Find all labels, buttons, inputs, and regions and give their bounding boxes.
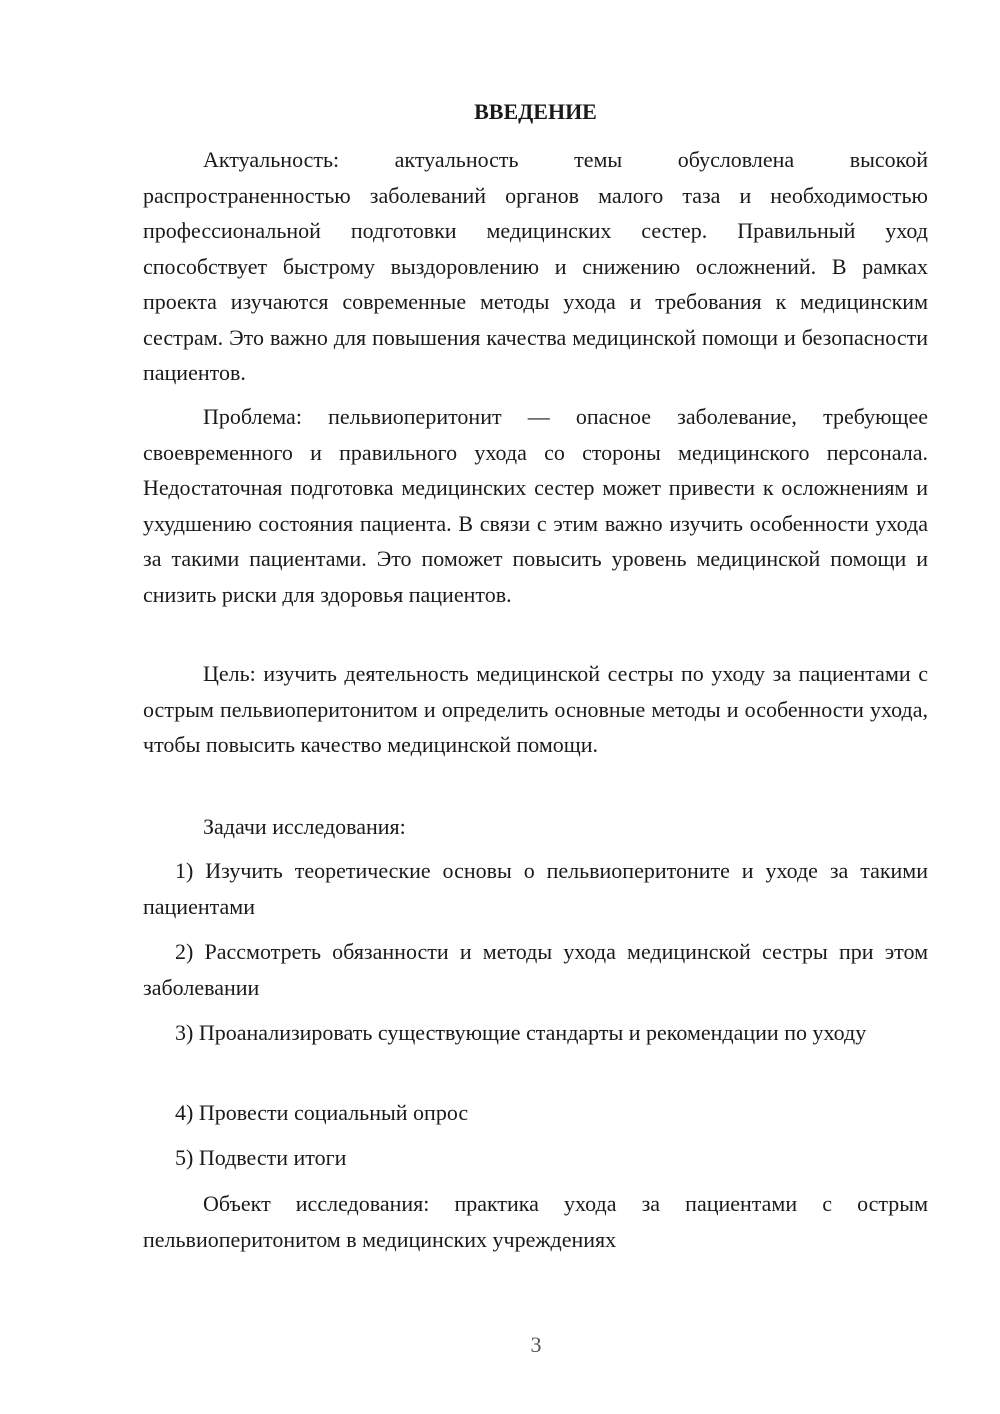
paragraph-relevance: Актуальность: актуальность темы обусловлена высокой распространенностью заболеваний органов малого таза и необходимостью профессиональной подготовки медицинских сестер. Правильный уход способствует быстрому выздоровлению и снижению осложнений. В рамках проекта изучаются современные методы ухода и требования к медицинским сестрам. Это важно для повышения качества медицинской помощи и безопасности пациентов. [143, 147, 928, 385]
list-item-task-4: 4) Провести социальный опрос [175, 1100, 469, 1125]
page-title: ВВЕДЕНИЕ [474, 99, 597, 124]
list-item-task-2: 2) Рассмотреть обязанности и методы ухода медицинской сестры при этом заболевании [143, 939, 928, 1000]
list-item-task-3: 3) Проанализировать существующие стандарты и рекомендации по уходу [175, 1020, 867, 1045]
paragraph-goal: Цель: изучить деятельность медицинской сестры по уходу за пациентами с острым пельвиоперитонитом и определить основные методы и особенности ухода, чтобы повысить качество медицинской помощи. [143, 661, 928, 757]
paragraph-problem: Проблема: пельвиоперитонит — опасное заболевание, требующее своевременного и правильного ухода со стороны медицинского персонала. Недостаточная подготовка медицинских сестер может привести к осложнениям и ухудшению состояния пациента. В связи с этим важно изучить особенности ухода за такими пациентами. Это поможет повысить уровень медицинской помощи и снизить риски для здоровья пациентов. [143, 404, 928, 607]
paragraph-object: Объект исследования: практика ухода за пациентами с острым пельвиоперитонитом в медицинских учреждениях [143, 1191, 928, 1252]
list-item-task-5: 5) Подвести итоги [175, 1145, 347, 1170]
paragraph-tasks-heading: Задачи исследования: [203, 814, 406, 839]
page-number: 3 [530, 1332, 542, 1357]
list-item-task-1: 1) Изучить теоретические основы о пельвиоперитоните и уходе за такими пациентами [143, 858, 928, 919]
